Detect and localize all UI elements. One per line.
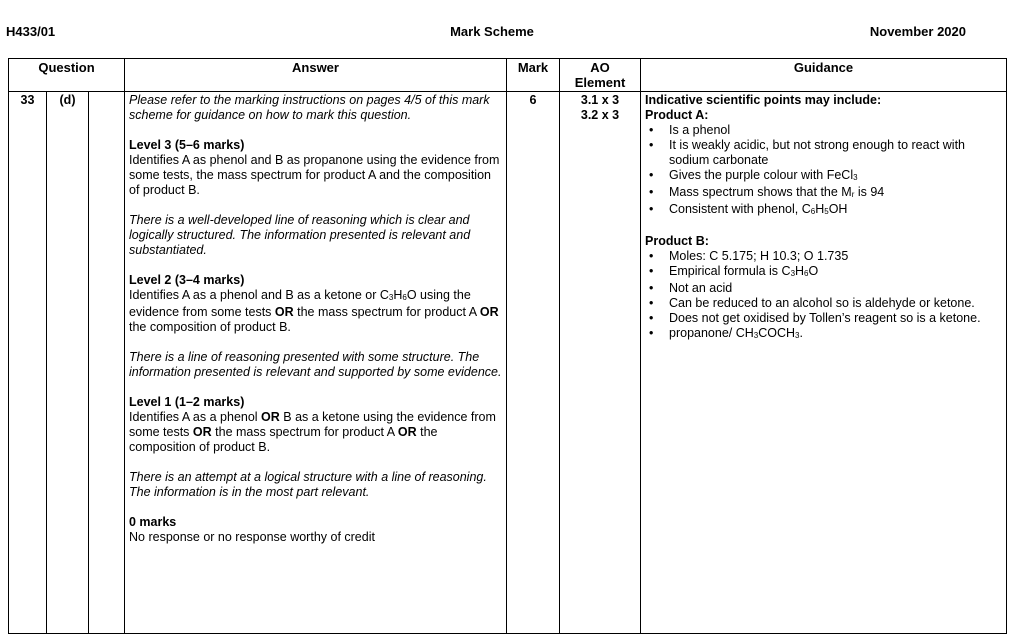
list-item: • It is weakly acidic, but not strong enough to react with sodium carbonate xyxy=(645,138,1002,168)
list-item: • Not an acid xyxy=(645,281,1002,296)
list-item: • Gives the purple colour with FeCl$_3$ xyxy=(645,168,1002,185)
ao-element-1: 3.1 x 3 xyxy=(580,93,620,107)
question-number: 33 xyxy=(9,92,47,634)
question-part: (d) xyxy=(47,92,89,634)
list-item: • Moles: C 5.175; H 10.3; O 1.735 xyxy=(645,249,1002,264)
column-header-question: Question xyxy=(9,59,125,92)
document-title: Mark Scheme xyxy=(450,24,534,39)
mark-scheme-table xyxy=(8,58,1007,634)
column-header-ao-element: AO Element xyxy=(560,59,641,92)
list-item: • Is a phenol xyxy=(645,123,1002,138)
list-item: • Empirical formula is $C_3H_6O$ xyxy=(645,264,1002,281)
column-header-guidance: Guidance xyxy=(641,59,1007,92)
product-b-list xyxy=(645,249,1002,343)
exam-date: November 2020 xyxy=(869,24,966,39)
level1-reasoning: There is an attempt at a logical structure with a line of reasoning. The information is in the most part relevant. xyxy=(129,470,487,499)
level2-title: Level 2 (3–4 marks) xyxy=(129,273,245,287)
table-header-row xyxy=(9,59,1007,92)
guidance-cell xyxy=(641,92,1007,634)
level3-reasoning: There is a well-developed line of reasoning which is clear and logically structured. The information presented is relevant and substantiated. xyxy=(129,213,471,257)
list-item: • Consistent with phenol, $C_6H_5OH$ xyxy=(645,202,1002,219)
level1-text: Identifies A as a phenol OR B as a ketone using the evidence from some tests OR the mass spectrum for product A OR the composition of product B. xyxy=(129,410,496,454)
list-item: • Can be reduced to an alcohol so is aldehyde or ketone. xyxy=(645,296,1002,311)
level3-title: Level 3 (5–6 marks) xyxy=(129,138,245,152)
column-header-answer: Answer xyxy=(125,59,507,92)
paper-code: H433/01 xyxy=(6,24,56,39)
column-header-mark: Mark xyxy=(507,59,560,92)
mark-value: 6 xyxy=(507,92,560,634)
level2-reasoning: There is a line of reasoning presented with some structure. The information presented is relevant and supported by some evidence. xyxy=(129,350,502,379)
level1-title: Level 1 (1–2 marks) xyxy=(129,395,245,409)
list-item: • Mass spectrum shows that the $M_r$ is 94 xyxy=(645,185,1002,202)
answer-cell xyxy=(125,92,507,634)
level0-text: No response or no response worthy of credit xyxy=(129,530,375,544)
product-a-title: Product A: xyxy=(645,108,709,122)
product-a-list xyxy=(645,123,1002,219)
list-item: • Does not get oxidised by Tollen’s reagent so is a ketone. xyxy=(645,311,1002,326)
level0-title: 0 marks xyxy=(129,515,177,529)
level2-text: Identifies A as a phenol and B as a ketone or $C_3H_6O$ using the evidence from some tests OR the mass spectrum for product A OR the composition of product B. xyxy=(129,288,499,334)
answer-intro: Please refer to the marking instructions on pages 4/5 of this mark scheme for guidance on how to mark this question. xyxy=(129,93,490,122)
list-item: • propanone/ $CH_3COCH_3$. xyxy=(645,326,1002,343)
ao-element-2: 3.2 x 3 xyxy=(580,108,620,122)
level3-text: Identifies A as phenol and B as propanone using the evidence from some tests, the mass spectrum for product A and the composition of product B. xyxy=(129,153,500,197)
question-subpart-empty xyxy=(89,92,125,634)
table-row xyxy=(9,92,1007,634)
product-b-title: Product B: xyxy=(645,234,709,248)
ao-element-cell xyxy=(560,92,641,634)
guidance-heading: Indicative scientific points may include: xyxy=(645,93,882,107)
